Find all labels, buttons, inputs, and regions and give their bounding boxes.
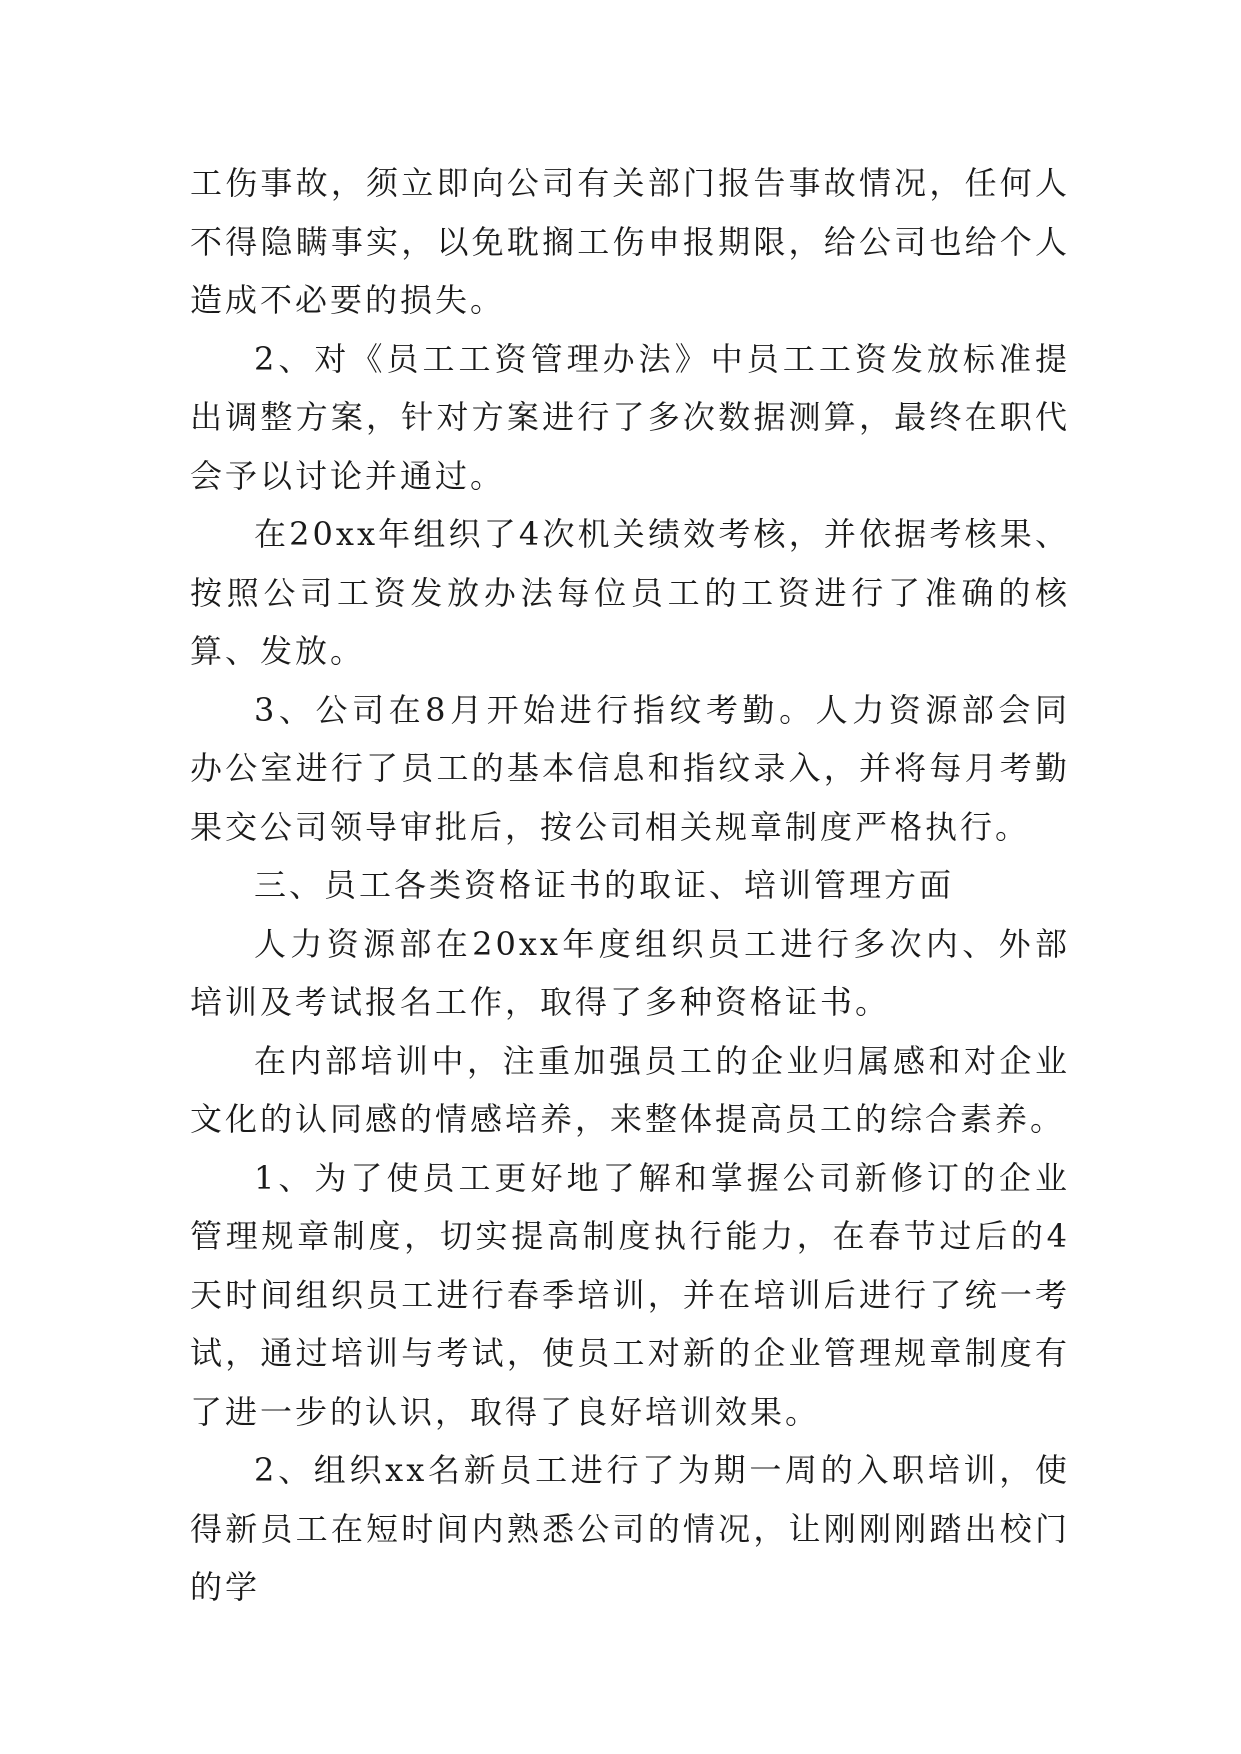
paragraph-2: 2、对《员工工资管理办法》中员工工资发放标准提出调整方案，针对方案进行了多次数据测算，最终在职代会予以讨论并通过。: [190, 339, 1070, 495]
paragraph-6: 人力资源部在20xx年度组织员工进行多次内、外部培训及考试报名工作，取得了多种资格证书。: [190, 924, 1070, 1021]
paragraph-3: 在20xx年组织了4次机关绩效考核，并依据考核果、按照公司工资发放办法每位员工的工资进行了准确的核算、发放。: [190, 515, 1070, 670]
paragraph-4: 3、公司在8月开始进行指纹考勤。人力资源部会同办公室进行了员工的基本信息和指纹录入，并将每月考勤果交公司领导审批后，按公司相关规章制度严格执行。: [190, 690, 1070, 846]
paragraph-7: 在内部培训中，注重加强员工的企业归属感和对企业文化的认同感的情感培养，来整体提高员工的综合素养。: [190, 1041, 1070, 1138]
document-body: [190, 154, 1070, 1617]
paragraph-9: 2、组织xx名新员工进行了为期一周的入职培训，使得新员工在短时间内熟悉公司的情况，让刚刚刚踏出校门的学: [190, 1451, 1070, 1606]
paragraph-1: 工伤事故，须立即向公司有关部门报告事故情况，任何人不得隐瞒事实，以免耽搁工伤申报期限，给公司也给个人造成不必要的损失。: [190, 164, 1070, 319]
paragraph-8: 1、为了使员工更好地了解和掌握公司新修订的企业管理规章制度，切实提高制度执行能力，在春节过后的4天时间组织员工进行春季培训，并在培训后进行了统一考试，通过培训与考试，使员工对新的企业管理规章制度有了进一步的认识，取得了良好培训效果。: [190, 1158, 1070, 1431]
section-heading: 三、员工各类资格证书的取证、培训管理方面: [254, 866, 955, 904]
